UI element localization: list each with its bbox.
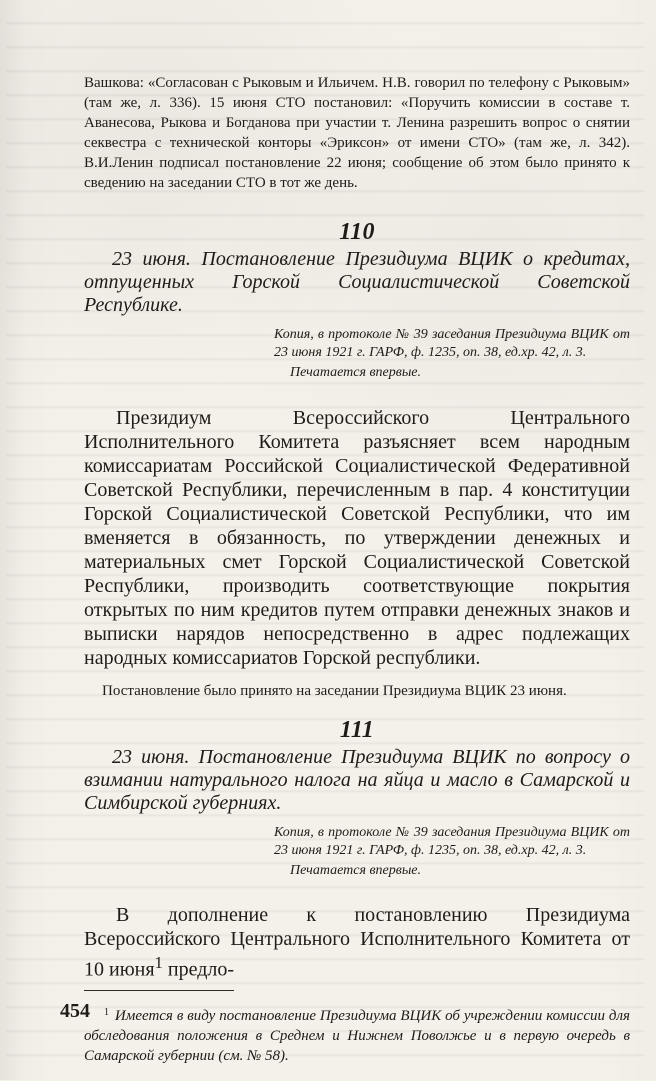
document-body: Президиум Всероссийского Центрального Исполнительного Комитета разъясняет всем народным комиссариатам Российской Социалистической Федеративной Советской Республики, перечисленным в пар. 4 конституции Горской Социалистической Советской Республики, что им вменяется в обязанность, по утверждении денежных и материальных смет Горской Социалистической Советской Республики, производить соответствующие покрытия открытых по ним кредитов путем отправки денежных знаков и выписки нарядов непосредственно в адрес подлежащих народных комиссариатов Горской республики. [84, 407, 630, 669]
printing-note: Печатается впервые. [290, 863, 422, 878]
footnote-marker: 1 [104, 1006, 109, 1018]
document-number: 110 [339, 219, 375, 245]
footnote [84, 1006, 630, 1066]
opening-paragraph: Вашкова: «Согласован с Рыковым и Ильичем. Н.В. говорил по телефону с Рыковым» (там же, л. 336). 15 июня СТО постановил: «Поручить комиссии в составе т. Аванесова, Рыкова и Богданова при участии т. Ленина разрешить вопрос о снятии секвестра с технической конторы «Эриксон» от имени СТО» (там же, л. 342). В.И.Ленин подписал постановление 22 июня; сообщение об этом было принято к сведению на заседании СТО в тот же день. [84, 75, 630, 191]
page-number: 454 [60, 1000, 90, 1022]
footnote-divider [84, 990, 234, 991]
document-title: 23 июня. Постановление Президиума ВЦИК о кредитах, отпущенных Горской Социалистической Советской Республике. [84, 248, 630, 316]
printing-note: Печатается впервые. [290, 365, 422, 380]
document-body [84, 903, 630, 982]
document-111 [84, 717, 630, 982]
archive-source: Копия, в протоколе № 39 заседания Президиума ВЦИК от 23 июня 1921 г. ГАРФ, ф. 1235, оп. 38, ед.хр. 42, л. 3. [274, 327, 630, 360]
document-body-end: предло- [162, 958, 235, 981]
page-content [84, 58, 630, 1081]
document-body-start: В дополнение к постановлению Президиума Всероссийского Центрального Исполнительного Комитета от 10 июня [84, 904, 630, 981]
document-title: 23 июня. Постановление Президиума ВЦИК по вопросу о взимании натурального налога на яйца и масло в Самарской и Симбирской губерниях. [84, 746, 630, 814]
archive-source: Копия, в протоколе № 39 заседания Президиума ВЦИК от 23 июня 1921 г. ГАРФ, ф. 1235, оп. 38, ед.хр. 42, л. 3. [274, 825, 630, 858]
adoption-note: Постановление было принято на заседании Президиума ВЦИК 23 июня. [102, 683, 567, 699]
footnote-text: Имеется в виду постановление Президиума ВЦИК об учреждении комиссии для обследования положения в Среднем и Нижнем Поволжье и в первую очередь в Самарской губернии (см. № 58). [84, 1007, 630, 1064]
footnote-reference: 1 [154, 953, 163, 972]
document-110 [84, 219, 630, 701]
document-number: 111 [339, 717, 375, 743]
